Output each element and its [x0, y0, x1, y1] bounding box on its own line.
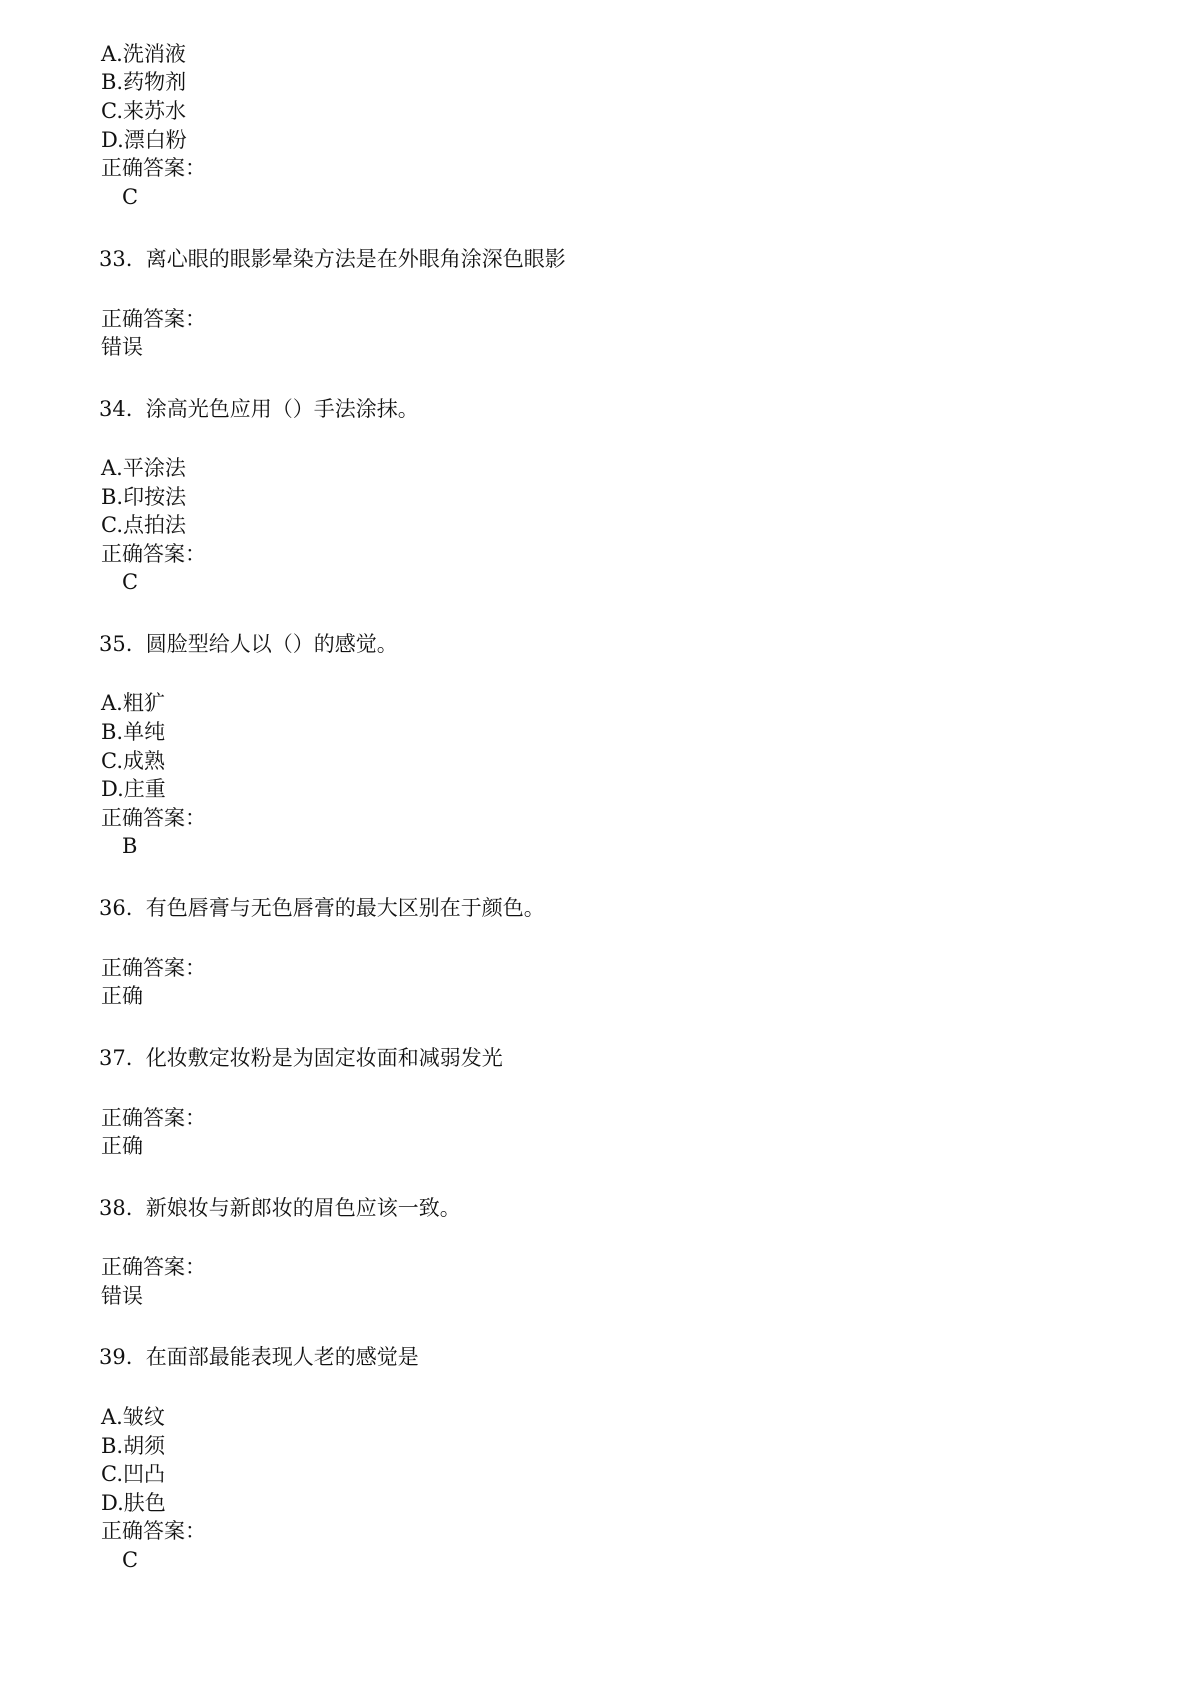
- answer-label: 正确答案：: [101, 307, 206, 331]
- answer-value: C: [122, 570, 139, 594]
- option-b: B.胡须: [101, 1434, 166, 1458]
- option-a: A.洗消液: [101, 42, 186, 66]
- option-a: A.皱纹: [101, 1405, 165, 1429]
- question-text: 33. 离心眼的眼影晕染方法是在外眼角涂深色眼影: [99, 247, 566, 271]
- option-c: C.来苏水: [101, 99, 186, 123]
- answer-value: 错误: [101, 335, 143, 359]
- question-text: 34. 涂高光色应用（）手法涂抹。: [99, 397, 419, 421]
- option-c: C.成熟: [101, 749, 165, 773]
- option-d: D.漂白粉: [101, 128, 187, 152]
- answer-label: 正确答案：: [101, 1519, 206, 1543]
- answer-value: B: [122, 834, 138, 858]
- option-d: D.肤色: [101, 1491, 166, 1515]
- question-text: 38. 新娘妆与新郎妆的眉色应该一致。: [99, 1196, 461, 1220]
- answer-label: 正确答案：: [101, 1106, 206, 1130]
- answer-label: 正确答案：: [101, 542, 206, 566]
- option-b: B.药物剂: [101, 70, 187, 94]
- question-text: 36. 有色唇膏与无色唇膏的最大区别在于颜色。: [99, 896, 545, 920]
- option-c: C.凹凸: [101, 1462, 165, 1486]
- answer-value: 正确: [101, 984, 143, 1008]
- answer-label: 正确答案：: [101, 956, 206, 980]
- answer-value: C: [122, 1548, 139, 1572]
- answer-value: 错误: [101, 1284, 143, 1308]
- option-c: C.点拍法: [101, 513, 186, 537]
- answer-label: 正确答案：: [101, 156, 206, 180]
- answer-value: C: [122, 185, 139, 209]
- option-d: D.庄重: [101, 777, 166, 801]
- answer-value: 正确: [101, 1134, 143, 1158]
- answer-label: 正确答案：: [101, 1255, 206, 1279]
- option-a: A.粗犷: [101, 691, 165, 715]
- question-text: 35. 圆脸型给人以（）的感觉。: [99, 632, 398, 656]
- option-b: B.单纯: [101, 720, 166, 744]
- option-b: B.印按法: [101, 485, 187, 509]
- question-text: 39. 在面部最能表现人老的感觉是: [99, 1345, 419, 1369]
- answer-label: 正确答案：: [101, 806, 206, 830]
- question-text: 37. 化妆敷定妆粉是为固定妆面和减弱发光: [99, 1046, 503, 1070]
- option-a: A.平涂法: [101, 456, 186, 480]
